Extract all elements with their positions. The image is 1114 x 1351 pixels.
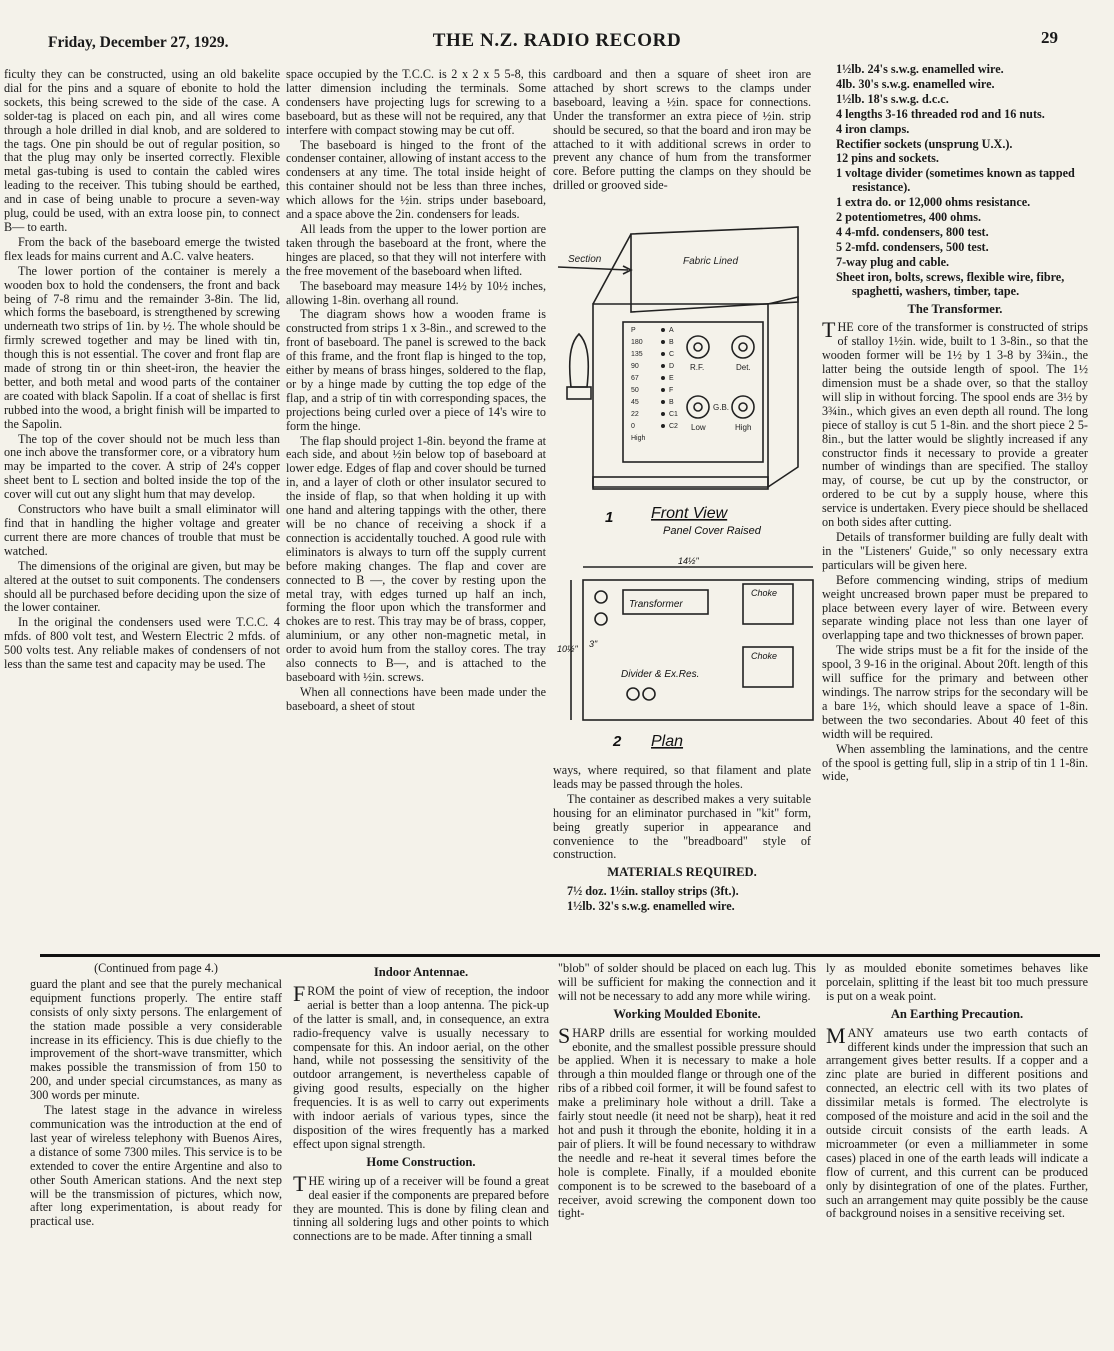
tap-label: 50 xyxy=(631,387,639,394)
paragraph: THE wiring up of a receiver will be found a great deal easier if the components are prepared before they are mounted. This is done by filing clean and tinning all soldering lugs and other points to which connections are to be made. After tinning a small xyxy=(293,1170,549,1244)
list-item: Sheet iron, bolts, screws, flexible wire, fibre, spaghetti, washers, timber, tape. xyxy=(836,269,1065,298)
paragraph: THE core of the transformer is constructed of strips of stalloy 1½in. wide, built to 1 3-8in., so that the wooden former will be 1½ by 1 3-8 by 3¾in., the latter being the outside length of spool. The 1½ dimension must be a shade over, so that the stalloy will slip in without forcing. The spool ends are 3½ by 3¾in., which gives an even depth all round. The long piece of stalloy is cut 5 1-8in. and the short piece 2 5-8in., but the latter would be slightly increased if any constructor finds it necessary to provide a greater number of windings than are specified. The stalloy may, of course, be cut up by the constructor, or ordered to be cut by a supply house, where this service is undertaken. Every piece should be shellaced on both sides after cutting. xyxy=(822,317,1088,530)
list-item: 4 lengths 3-16 threaded rod and 16 nuts. xyxy=(836,106,1045,121)
tap-label: F xyxy=(669,387,674,394)
plan-outline xyxy=(583,580,813,720)
paragraph: The top of the cover should not be much less than one inch above the transformer core, or a vibratory hum may be imparted to the cover. A strip of 24's copper sheet bent to L section and bolted inside the top of the cover will cut out any slight hum that may develop. xyxy=(4,431,280,502)
paragraph: The latest stage in the advance in wireless communication was the introduction at the end of last year of wireless telephony with Buenos Aires, a distance of some 7300 miles. This service is to be extended to cover the entire Argentine and also to other South American stations. And the next step will be the transmission of pictures, which now, after long experimentation, is about ready for practical use. xyxy=(30,1103,282,1229)
page-number: 29 xyxy=(1041,28,1058,47)
bottom-column-1 xyxy=(30,962,282,1334)
paragraph: ficulty they can be constructed, using an old bakelite dial for the pins and a square of ebonite to hold the sockets, this being screwed to the side of the case. A solder-tag is placed on each pin, and all wires come through a hole drilled in dial knob, and are soldered to the tags. One pin should be out of regular position, so that the plug may only be inserted correctly. Flexible metal gas-tubing is used to contain the cabled wires leading to the receiver. This tubing should be earthed, and in case of being unable to procure a seven-way plug, could be used, with an extra loose pin, to connect B— to earth. xyxy=(4,68,280,234)
paragraph: The lower portion of the container is merely a wooden box to hold the condensers, the front and back being of 7-8 rimu and the remainder 3-8in. The lid, which forms the baseboard, is strengthened by screwing underneath two strips of 1in. by ½. The whole should be firmly screwed together and may be lined with tin, though this is not essential. The cover and front flap are made of strong tin or thin sheet-iron, the heavier the better, and both metal and wood parts of the container are coated with black Sapolin. If a coat of shellac is first rubbed into the wood, a bright finish will be imparted to the Sapolin. xyxy=(4,263,280,431)
figure-2-number: 2 xyxy=(613,733,622,750)
tap-label: D xyxy=(669,363,675,370)
knob-gb-icon xyxy=(687,396,709,418)
tap-label: 90 xyxy=(631,363,639,370)
top-column-2 xyxy=(286,68,546,950)
plan-divider-label: Divider & Ex.Res. xyxy=(621,669,700,680)
list-item: Rectifier sockets (unsprung U.X.). xyxy=(836,136,1013,151)
knob-label: High xyxy=(735,423,752,432)
earthing-heading: An Earthing Precaution. xyxy=(890,1006,1024,1021)
fabric-label: Fabric Lined xyxy=(683,256,739,267)
plan-choke-label: Choke xyxy=(751,588,778,598)
figure-1-subtitle: Panel Cover Raised xyxy=(663,525,761,537)
figure-1-number: 1 xyxy=(605,509,614,526)
continued-note: (Continued from page 4.) xyxy=(94,962,218,975)
knob-det-icon xyxy=(732,336,754,358)
tap-label: 135 xyxy=(631,351,643,358)
cabinet-lid xyxy=(631,227,798,312)
list-item: 1½lb. 24's s.w.g. enamelled wire. xyxy=(836,63,1004,76)
paragraph: Details of transformer building are fully dealt with in the "Listeners' Guide," so only necessary extra particulars will be given here. xyxy=(822,530,1088,572)
dimension-small: 3" xyxy=(589,639,598,649)
paragraph: ly as moulded ebonite sometimes behaves like porcelain, splitting if the least bit too much pressure is put on a weak point. xyxy=(826,962,1088,1003)
paragraph: guard the plant and see that the purely mechanical equipment functions properly. The entire staff consists of only sixty persons. The enlargement of the station made possible a very considerable increase in its efficiency. This is due chiefly to the improvement of the short-wave transmitter, which makes possible the transmission of from 150 to 200, and under special circumstances, as many as 300 words per minute. xyxy=(30,976,282,1103)
figure-1-title: Front View xyxy=(651,505,728,522)
paragraph: "blob" of solder should be placed on each lug. This will be sufficient for making the connection and it will not be necessary to add any more while wiring. xyxy=(558,962,816,1003)
tap-label: C2 xyxy=(669,423,678,430)
knob-label: R.F. xyxy=(690,363,705,372)
tap-label: 0 xyxy=(631,423,635,430)
list-item: 1½lb. 32's s.w.g. enamelled wire. xyxy=(567,899,735,914)
indoor-antennae-heading: Indoor Antennae. xyxy=(373,965,469,979)
bottom-column-3 xyxy=(558,962,816,1334)
dimension-height: 10½" xyxy=(557,644,578,654)
materials-heading: MATERIALS REQUIRED. xyxy=(607,865,757,880)
list-item: 7-way plug and cable. xyxy=(836,254,950,269)
tap-label: B xyxy=(669,339,674,346)
list-item: 4 iron clamps. xyxy=(836,121,910,136)
list-item: 1 voltage divider (sometimes known as tapped resistance). xyxy=(836,166,1075,195)
section-label: Section xyxy=(568,254,602,265)
top-column-1 xyxy=(4,68,280,950)
page-header xyxy=(0,0,1114,51)
paragraph: All leads from the upper to the lower portion are taken through the baseboard at the front, where the hinges are placed, so that they will not interfere with the free movement of the baseboard when lifted. xyxy=(286,221,546,278)
materials-list-b xyxy=(822,63,1088,299)
paragraph: cardboard and then a square of sheet iron are attached by short screws to the clamps under baseboard, leaving a ½in. space for connections. Under the transformer an extra piece of ½in. strip should be secured, so that the board and iron may be attached to it with additional screws in order to prevent any chance of hum from the transformer core. Before putting the clamps on they should be drilled or grooved side- xyxy=(553,68,811,193)
tap-label: High xyxy=(631,435,646,442)
top-column-4 xyxy=(822,63,1088,950)
paragraph: In the original the condensers used were T.C.C. 4 mfds. of 800 volt test, and Western Electric 2 mfds. of 500 volts test. Any reliable makes of condensers of not less than the same test and capacity may be used. The xyxy=(4,615,280,672)
list-item: 12 pins and sockets. xyxy=(836,151,939,166)
transformer-heading: The Transformer. xyxy=(907,301,1003,316)
plan-pot-icon xyxy=(627,688,639,700)
tap-label: E xyxy=(669,375,674,382)
paragraph: The baseboard is hinged to the front of the condenser container, allowing of instant access to the condensers at any time. The total inside height of this container should not be less than three inches, which allows for the ½in. strips under baseboard, and a space above the 2in. condensers for leads. xyxy=(286,137,546,222)
list-item: 5 2-mfd. condensers, 500 test. xyxy=(836,239,989,254)
paragraph: When assembling the laminations, and the centre of the spool is getting full, slip in a strip of tin 1 1-8in. wide, xyxy=(822,741,1088,784)
list-item: 1 extra do. or 12,000 ohms resistance. xyxy=(836,195,1031,210)
tap-label: 22 xyxy=(631,411,639,418)
tap-label: P xyxy=(631,327,636,334)
tap-label: C xyxy=(669,351,675,358)
paragraph: When all connections have been made under the baseboard, a sheet of stout xyxy=(286,684,546,713)
paragraph: space occupied by the T.C.C. is 2 x 2 x 5 5-8, this latter dimension including the terminals. Some condensers have projecting lugs for screwing to a baseboard, but as these will not be required, any that interfere with compact stowing may be cut off. xyxy=(286,68,546,137)
paragraph: The dimensions of the original are given, but may be altered at the outset to suit components. The condensers should all be purchased before deciding upon the size of the lower container. xyxy=(4,558,280,615)
list-item: 7½ doz. 1½in. stalloy strips (3ft.). xyxy=(567,884,739,899)
knob-rf-icon xyxy=(687,336,709,358)
paragraph: The wide strips must be a fit for the inside of the spool, 3 9-16 in the original. About 20ft. length of this will suffice for the primary and between other windings. The narrow strips for the secondary will be a bare 1½, which should leave a space of 1-8in. between the two secondaries. About 40 feet of this width will be required. xyxy=(822,643,1088,741)
knob-label: Low xyxy=(691,423,706,432)
tap-label: 45 xyxy=(631,399,639,406)
paragraph: FROM the point of view of reception, the indoor aerial is better than a loop antenna. The pick-up of the latter is small, and, in consequence, an extra radio-frequency valve is usually necessary to compensate for this. An indoor aerial, on the other hand, while not possessing the sensitivity of the outdoor arrangement, is nevertheless capable of giving good results, especially on the higher frequencies. It is as well to carry out experiments with indoor aerials of various types, since the disposition of the wires frequently has a marked effect upon signal strength. xyxy=(293,980,549,1151)
paragraph: The flap should project 1-8in. beyond the frame at each side, and about ½in below top of baseboard at lower edge. Edges of flap and cover should be turned in, and a layer of cloth or other insulator secured to the inside of flap, so that when holding it up with one hand and altering tappings with the other, there will be no chance of receiving a shock if a connection is accidentally touched. A good rule with eliminators is always to turn off the supply current before making changes. The flap and cover are connected to B —, the cover by resting upon the metal tray, with edges turned up half an inch, forming the floor upon which the transformer and chokes are to rest. This tray may be of brass, copper, aluminium, or any other non-magnetic metal, in order to avoid hum from the stalloy cores. The tray also connects to B—, and is attached to the baseboard with ½in. screws. xyxy=(286,433,546,684)
list-item: 4 4-mfd. condensers, 800 test. xyxy=(836,224,989,239)
paragraph: The diagram shows how a wooden frame is constructed from strips 1 x 3-8in., and screwed to the front of baseboard. The panel is screwed to the back of this frame, and the front flap is hinged to the top, either by means of brass hinges, soldered to the flap, or by a hinge made by cutting the top edge of the flap, and a strip of tin with corresponding spaces, the projections being curled over a piece of 14's wire to form the hinge. xyxy=(286,307,546,433)
bottom-column-4 xyxy=(826,962,1088,1334)
paragraph: From the back of the baseboard emerge the twisted flex leads for mains current and A.C. valve heaters. xyxy=(4,234,280,263)
top-column-3-upper xyxy=(553,68,811,218)
knob-label: Det. xyxy=(736,363,751,372)
list-item: 2 potentiometres, 400 ohms. xyxy=(836,210,981,225)
plan-socket-icon xyxy=(595,613,607,625)
tap-label: C1 xyxy=(669,411,678,418)
ebonite-heading: Working Moulded Ebonite. xyxy=(613,1006,761,1021)
bottom-column-2 xyxy=(293,962,549,1334)
tap-label: A xyxy=(669,327,674,334)
issue-date: Friday, December 27, 1929. xyxy=(48,34,229,51)
tap-label: 67 xyxy=(631,375,639,382)
plan-choke-label: Choke xyxy=(751,651,778,661)
valve-icon xyxy=(570,334,589,387)
paragraph: The container as described makes a very suitable housing for an eliminator purchased in "kit" form, being greatly superior in appearance and convenience to the "breadboard" style of construction. xyxy=(553,791,811,862)
plan-pot-icon xyxy=(643,688,655,700)
plan-socket-icon xyxy=(595,591,607,603)
paragraph: MANY amateurs use two earth contacts of different kinds under the impression that such an arrangement gives better results. If a copper and a zinc plate are buried in different positions and connected, an electric cell with its two plates of dissimilar metals is formed. The electrolyte is composed of the moisture and acid in the soil and the outside circuit consists of the earth leads. A microammeter (or even a milliammeter in some cases) placed in one of the earth leads will indicate a flow of current, and this current can be produced only by disintegration of one of the plates. Further, such an arrangement may quite possibly be the cause of background noises in a sensitive receiving set. xyxy=(826,1022,1088,1221)
figure-2-title: Plan xyxy=(651,733,684,750)
paragraph: ways, where required, so that filament and plate leads may be passed through the holes. xyxy=(553,764,811,791)
paragraph: Constructors who have built a small eliminator will find that in handling the higher voltage and greater current there are more chances of trouble that must be watched. xyxy=(4,502,280,558)
paragraph: The baseboard may measure 14½ by 10½ inches, allowing 1-8in. overhang all round. xyxy=(286,278,546,307)
home-construction-heading: Home Construction. xyxy=(366,1154,476,1169)
eliminator-diagram xyxy=(553,222,815,758)
paragraph: Before commencing winding, strips of medium weight uncreased brown paper must be prepared to place between every layer of wire. Between every separate winding place not less than one layer of overlapping tape and two thicknesses of brown paper. xyxy=(822,572,1088,643)
list-item: 1½lb. 18's s.w.g. d.c.c. xyxy=(836,91,949,106)
list-item: 4lb. 30's s.w.g. enamelled wire. xyxy=(836,76,995,91)
tap-label: 180 xyxy=(631,339,643,346)
top-column-3-lower xyxy=(553,764,811,950)
materials-list-a xyxy=(553,885,811,914)
section-divider xyxy=(40,954,1100,957)
dimension-width: 14½" xyxy=(678,556,699,566)
knob-high-icon xyxy=(732,396,754,418)
newspaper-title: THE N.Z. RADIO RECORD xyxy=(432,30,682,51)
plan-transformer-label: Transformer xyxy=(629,599,683,610)
tap-label: B xyxy=(669,399,674,406)
paragraph: SHARP drills are essential for working moulded ebonite, and the smallest possible pressure should be applied. When it is necessary to make a hole through a thin moulded flange or through one of the ribs of a ribbed coil former, it will be found safest to make a preliminary hole without a drill. Take a fairly stout needle (it need not be sharp), heat it red hot and push it through the ebonite, holding it in a pair of pliers. It will be found necessary to withdraw the needle and re-heat it several times before the hole is complete. Finally, if a moulded ebonite component is to be screwed to the baseboard of a receiver, avoid screwing the component down too tight- xyxy=(558,1022,816,1221)
knob-label: G.B. xyxy=(713,403,730,412)
